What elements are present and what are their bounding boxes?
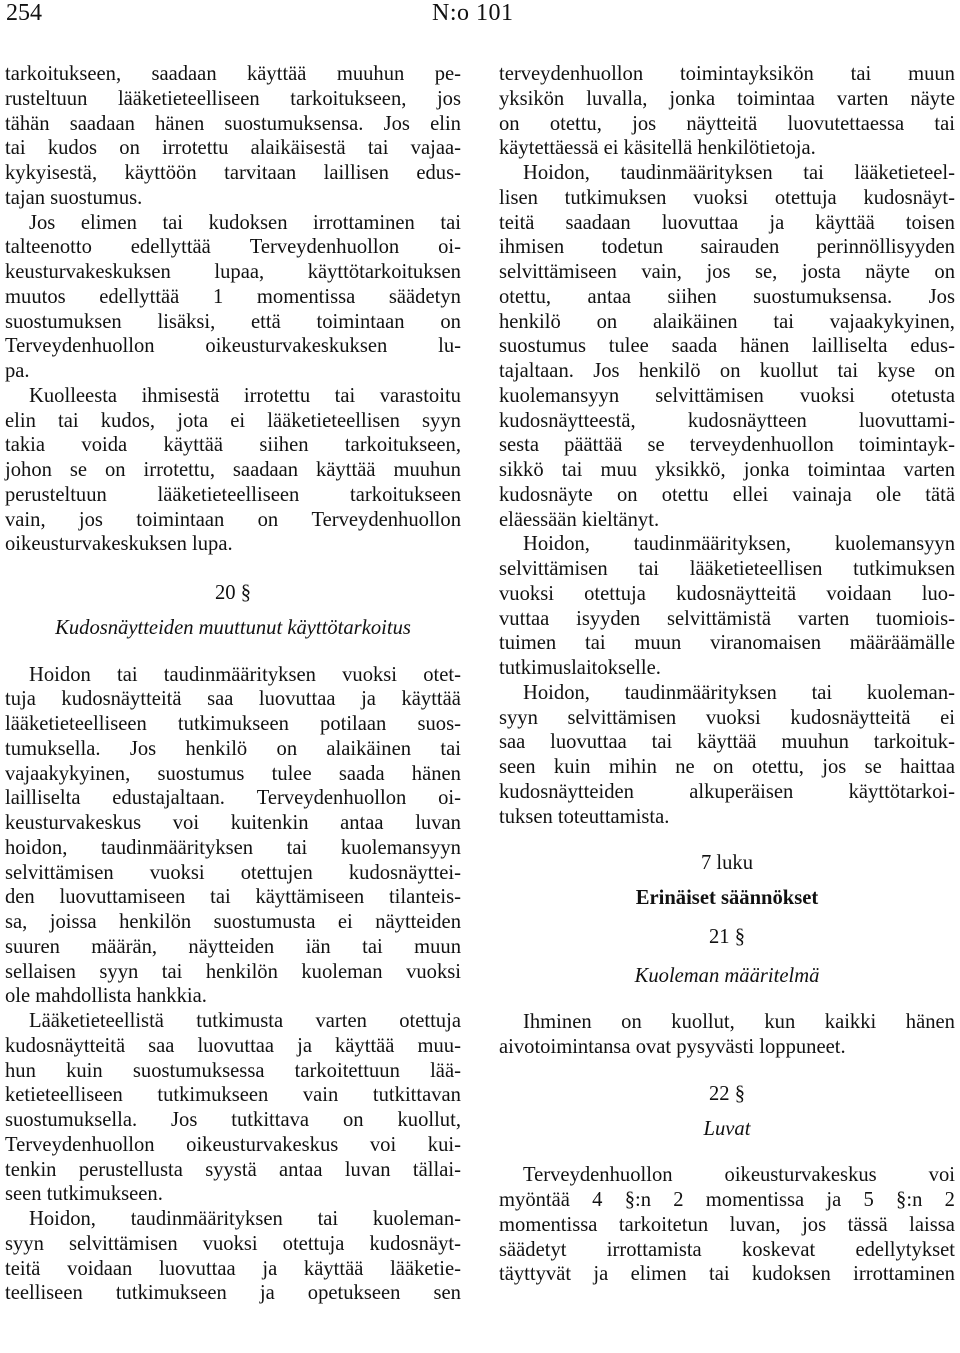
text-line: otettu, antaa siihen suostumuksensa. Jos <box>499 285 955 308</box>
text-line: suostumus tulee saada hänen lailliselta edus- <box>499 335 955 358</box>
text-line: teelliseen tutkimukseen ja opetukseen sen <box>5 1282 461 1305</box>
text-line: lääketieteelliseen tutkimukseen potilaan suos- <box>5 713 461 735</box>
text-line: saa luovuttaa tai käyttää muuhun tarkoituk- <box>499 731 955 754</box>
text-line: sesta päättää se terveydenhuollon toimintayk- <box>499 434 955 457</box>
text-line: perusteltuun lääketieteelliseen tarkoitukseen <box>5 483 461 506</box>
text-line: suuren määrän, näytteiden iän tai muun <box>5 935 461 958</box>
text-line: aivotoimintansa ovat pysyvästi loppuneet. <box>499 1036 846 1058</box>
text-line: pa. <box>5 360 30 382</box>
page-number: 254 <box>6 0 42 26</box>
text-line: kudosnäytteiden alkuperäisen käyttötarkoi- <box>499 780 955 803</box>
text-line: Terveydenhuollon oikeusturvakeskus voi kui- <box>5 1133 461 1156</box>
text-line: vajaakykyinen, suostumus tulee saada hänen <box>5 762 461 785</box>
text-line: tarkoitukseen, saadaan käyttää muuhun pe- <box>5 63 461 85</box>
text-line: tuja kudosnäytteitä saa luovuttaa ja käyttää <box>5 688 461 711</box>
text-line: Hoidon, taudinmäärityksen tai kuoleman- <box>29 1208 461 1230</box>
text-line: myöntää 4 §:n 2 momentissa ja 5 §:n 2 <box>499 1189 955 1211</box>
left-column <box>5 62 461 1306</box>
text-line: tumuksella. Jos henkilö on alaikäinen tai <box>5 737 461 760</box>
text-line: säädetyt irrottamista koskevat edellytykset <box>499 1238 955 1261</box>
text-line: Jos elimen tai kudoksen irrottaminen tai <box>29 211 461 234</box>
text-line: käytettäessä ei käsitellä henkilötietoja. <box>499 137 816 160</box>
text-line: Terveydenhuollon oikeusturvakeskuksen lu- <box>5 335 461 358</box>
text-line: takia voida käyttää siihen tarkoitukseen, <box>5 434 461 457</box>
right-column <box>499 62 955 1287</box>
text-line: vuoksi otettuja kudosnäytteitä voidaan luo- <box>499 582 955 605</box>
text-line: vain, jos toimintaan on Terveydenhuollon <box>5 508 461 531</box>
text-line: selvittämisen vuoksi otettujen kudosnäyttei- <box>5 861 461 884</box>
text-line: tuimen tai muun viranomaisen määräämälle <box>499 632 955 655</box>
text-line: Ihminen on kuollut, kun kaikki hänen <box>523 1011 955 1034</box>
text-line: hoidon, taudinmäärityksen tai kuolemansyyn <box>5 836 461 859</box>
section-22-title: Luvat <box>703 1117 751 1140</box>
text-line: rusteltuun lääketieteelliseen tarkoitukseen, jos <box>5 87 461 110</box>
text-line: kudosnäytteitä saa luovuttaa ja käyttää muu- <box>5 1034 461 1057</box>
text-line: talteenotto edellyttää Terveydenhuollon oi- <box>5 236 461 259</box>
issue-number: N:o 101 <box>432 0 514 26</box>
text-line: Hoidon, taudinmäärityksen tai kuoleman- <box>523 681 955 704</box>
text-line: keusturvakeskuksen lupaa, käyttötarkoituksen <box>5 261 461 283</box>
text-line: Lääketieteellistä tutkimusta varten otettuja <box>29 1010 461 1032</box>
text-line: täyttyvät ja elimen tai kudoksen irrottaminen <box>499 1263 955 1286</box>
text-line: syyn selvittämisen vuoksi kudosnäytteitä ei <box>499 706 955 729</box>
text-line: sikkö tai muu yksikkö, jonka toimintaa varten <box>499 459 955 481</box>
right-block-2 <box>499 1010 955 1060</box>
text-line: Kuolleesta ihmisestä irrotettu tai varastoitu <box>29 384 461 407</box>
text-line: vuttaa isyyden selvittämistä varten tuomiois- <box>499 607 955 630</box>
section-22-number: 22 § <box>708 1082 746 1105</box>
text-line: henkilö on alaikäinen tai vajaakykyinen, <box>499 310 955 333</box>
section-20-title: Kudosnäytteiden muuttunut käyttötarkoitus <box>55 616 411 639</box>
section-20-number: 20 § <box>214 582 252 604</box>
text-line: lailliselta edustajaltaan. Terveydenhuollon oi- <box>5 787 461 810</box>
text-line: yksikön luvalla, jonka toimintaa varten näyte <box>499 87 955 110</box>
text-line: terveydenhuollon toimintayksikön tai muun <box>499 63 955 85</box>
text-line: syyn selvittämisen vuoksi otettuja kudosnäyt- <box>5 1232 461 1255</box>
text-line: tai kudos on irrotettu alaikäisestä tai vajaa- <box>5 137 461 160</box>
text-line: seen tutkimukseen. <box>5 1183 163 1206</box>
text-line: Hoidon, taudinmäärityksen, kuolemansyyn <box>523 533 955 556</box>
right-block-3 <box>499 1163 955 1287</box>
text-line: eläessään kieltänyt. <box>499 508 660 531</box>
text-line: ole mahdollista hankkia. <box>5 985 207 1008</box>
text-line: Hoidon, taudinmäärityksen tai lääketieteel- <box>523 162 955 184</box>
text-line: ketieteelliseen tutkimukseen vain tutkittavan <box>5 1084 461 1107</box>
text-line: tajan suostumus. <box>5 186 143 209</box>
section-21-number: 21 § <box>708 925 746 948</box>
text-line: den luovuttamiseen tai käyttämiseen tilanteis- <box>5 886 461 909</box>
text-line: hun kuin suostumuksessa tarkoitettuun lää- <box>5 1059 461 1082</box>
text-line: suostumuksella. Jos tutkittava on kuollut, <box>5 1109 461 1131</box>
text-line: seen kuin mihin ne on otettu, jos se haittaa <box>499 756 955 778</box>
text-line: teitä saadaan luovuttaa ja käyttää toisen <box>499 211 955 234</box>
text-line: ihmisen todetun sairauden perinnöllisyyden <box>499 236 955 259</box>
text-line: suostumuksen lisäksi, että toimintaan on <box>5 310 461 333</box>
section-21-title: Kuoleman määritelmä <box>634 964 820 987</box>
text-line: teitä voidaan luovuttaa ja käyttää lääketie- <box>5 1257 461 1280</box>
text-line: johon se on irrotettu, saadaan käyttää muuhun <box>5 459 461 481</box>
text-line: on otettu, jos näytteitä luovutettaessa tai <box>499 112 955 135</box>
text-line: muutos edellyttää 1 momentissa säädetyn <box>5 285 461 308</box>
text-line: selvittämiseen vain, jos se, josta näyte on <box>499 261 955 283</box>
text-line: tähän saadaan hänen suostumuksensa. Jos elin <box>5 112 461 135</box>
text-line: Hoidon tai taudinmäärityksen vuoksi otet- <box>29 663 461 686</box>
text-line: Terveydenhuollon oikeusturvakeskus voi <box>523 1164 955 1187</box>
text-line: tenkin perustellusta syystä antaa luvan tällai- <box>5 1158 461 1181</box>
text-line: kuolemansyyn selvittämisen vuoksi otetusta <box>499 384 955 407</box>
text-line: oikeusturvakeskuksen lupa. <box>5 533 233 556</box>
chapter-title: Erinäiset säännökset <box>635 887 819 909</box>
text-line: tajaltaan. Jos henkilö on kuollut tai kyse on <box>499 360 955 382</box>
text-line: selvittämisen tai lääketieteellisen tutkimuksen <box>499 558 955 580</box>
text-line: elin tai kudos, jota ei lääketieteellisen syyn <box>5 409 461 432</box>
text-line: momentissa tarkoitetun luvan, jos tässä laissa <box>499 1213 955 1236</box>
text-line: kudosnäytteestä, kudosnäytteen luovuttami- <box>499 409 955 432</box>
chapter-number: 7 luku <box>700 852 754 875</box>
text-line: kudosnäyte on otettu ellei vainaja ole tätä <box>499 483 955 506</box>
text-line: tutkimuslaitokselle. <box>499 657 661 679</box>
text-line: sa, joissa henkilön suostumusta ei näytteiden <box>5 911 461 933</box>
text-line: tuksen toteuttamista. <box>499 805 670 828</box>
right-block-1 <box>499 62 955 829</box>
text-line: keusturvakeskus voi kuitenkin antaa luvan <box>5 812 461 834</box>
left-block-2 <box>5 663 461 1307</box>
left-block-1 <box>5 62 461 557</box>
text-line: sellaisen syyn tai henkilön kuoleman vuoksi <box>5 960 461 983</box>
text-line: kykyisestä, käyttöön tarvitaan laillisen edus- <box>5 162 461 184</box>
text-line: lisen tutkimuksen vuoksi otettuja kudosnäyt- <box>499 186 955 209</box>
